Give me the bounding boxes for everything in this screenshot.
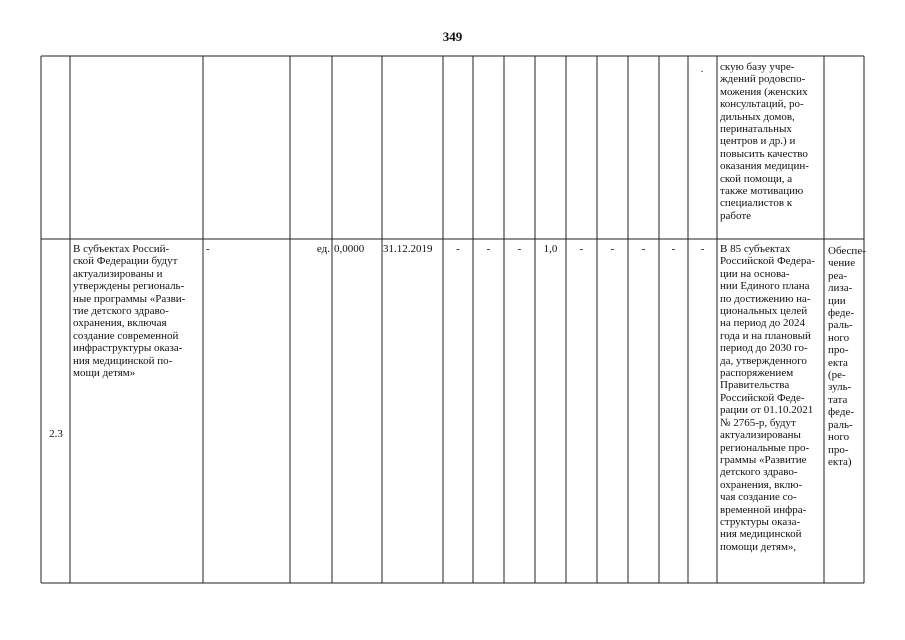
level-value: - [206,243,210,255]
row-number: 2.3 [49,428,63,440]
result-description: В 85 субъектах Российской Федера- ции на основа- нии Единого плана по достижению на- циональных целей на период до 2024 года и на плановый период до 2030 го- да, утвержденного распоряжением Правительства Российской Феде- рации от 01.10.2021 № 2765-р, будут актуализированы региональные про- граммы «Развитие детского здраво- охранения, вклю- чая создание со- временной инфра- структуры оказа- ния медицинской помощи детям», [720,243,815,553]
indicator-name: В субъектах Россий- ской Федерации будут актуализированы и утверждены региональ- ные программы «Разви- тие детского здраво- охранения, включая создание современной инфраструктуры оказа- ния медицинской по- мощи детям» [73,243,186,380]
year-value-7: - [641,243,646,255]
year-value-4: 1,0 [543,243,558,255]
year-value-2: - [486,243,491,255]
result-type: Обеспе- чение реа- лиза- ции феде- раль- ного про- екта (ре- зуль- тата феде- раль- ного про- екта) [828,245,866,468]
unit-value: ед. [316,243,330,255]
base-date: 31.12.2019 [383,243,433,255]
base-value: 0,0000 [334,243,365,255]
year-value-5: - [579,243,584,255]
year-value-9: - [700,243,705,255]
page-number: 349 [442,29,463,44]
year-value-1: - [456,243,460,255]
prev-row-result-text: скую базу учре- ждений родовспо- можения (женских консультаций, ро- дильных домов, перинатальных центров и др.) и повысить качество оказания медицин- ской помощи, а также мотивацию специалистов к работе [720,61,809,222]
year-value-6: - [610,243,615,255]
year-value-3: - [517,243,522,255]
year-value-8: - [671,243,676,255]
prev-row-mark: · [700,66,704,78]
